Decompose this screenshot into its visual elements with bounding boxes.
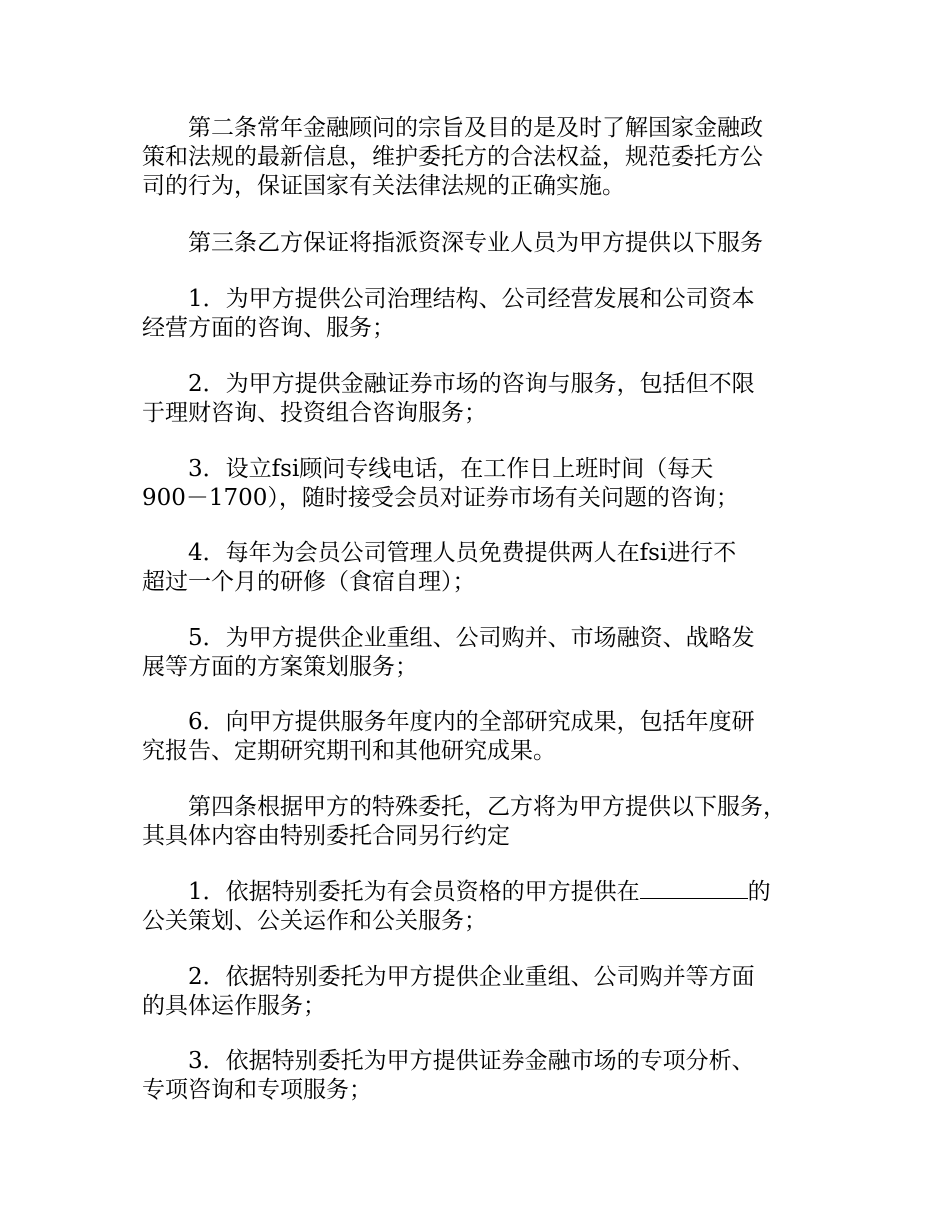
text-line [142,878,832,907]
text-line: 策和法规的最新信息，维护委托方的合法权益，规范委托方公 [142,144,763,170]
list-item-4 [142,539,832,597]
text-before-blank: 1．依据特别委托为有会员资格的甲方提供在 [188,879,640,905]
text-line: 2．为甲方提供金融证券市场的咨询与服务，包括但不限 [188,371,755,397]
text-line: 公关策划、公关运作和公关服务； [142,908,487,934]
text-line: 2．依据特别委托为甲方提供企业重组、公司购并等方面 [188,964,755,990]
text-line: 1．为甲方提供公司治理结构、公司经营发展和公司资本 [188,286,755,312]
paragraph-article-2 [142,114,832,201]
text-line: 究报告、定期研究期刊和其他研究成果。 [142,738,556,764]
text-line: 经营方面的咨询、服务； [142,315,395,341]
paragraph-article-3 [142,229,832,258]
list-item-3 [142,455,832,513]
text-line: 5．为甲方提供企业重组、公司购并、市场融资、战略发 [188,625,755,651]
paragraph-article-4 [142,793,832,851]
text-line: 展等方面的方案策划服务； [142,654,418,680]
text-line: 其具体内容由特别委托合同另行约定 [142,823,510,849]
list-item-2 [142,370,832,428]
text-line: 第二条常年金融顾问的宗旨及目的是及时了解国家金融政 [188,115,763,141]
text-line: 第三条乙方保证将指派资深专业人员为甲方提供以下服务 [188,230,763,256]
special-item-1 [142,878,832,936]
text-line: 的具体运作服务； [142,993,326,1019]
text-line: 司的行为，保证国家有关法律法规的正确实施。 [142,173,625,199]
text-line: 3．依据特别委托为甲方提供证券金融市场的专项分析、 [188,1048,755,1074]
list-item-6 [142,708,832,766]
text-line: 4．每年为会员公司管理人员免费提供两人在fsi进行不 [188,540,737,566]
text-line: 3．设立fsi顾问专线电话，在工作日上班时间（每天 [188,456,714,482]
text-line: 第四条根据甲方的特殊委托，乙方将为甲方提供以下服务， [188,794,786,820]
fill-in-blank [640,878,748,899]
special-item-3 [142,1047,832,1105]
list-item-1 [142,285,832,343]
text-after-blank: 的 [747,879,771,905]
list-item-5 [142,624,832,682]
special-item-2 [142,963,832,1021]
text-line: 专项咨询和专项服务； [142,1077,372,1103]
text-line: 900－1700），随时接受会员对证券市场有关问题的咨询； [142,485,739,511]
text-line: 6．向甲方提供服务年度内的全部研究成果，包括年度研 [188,709,755,735]
text-line: 超过一个月的研修（食宿自理）； [142,569,476,595]
text-line: 于理财咨询、投资组合咨询服务； [142,400,487,426]
